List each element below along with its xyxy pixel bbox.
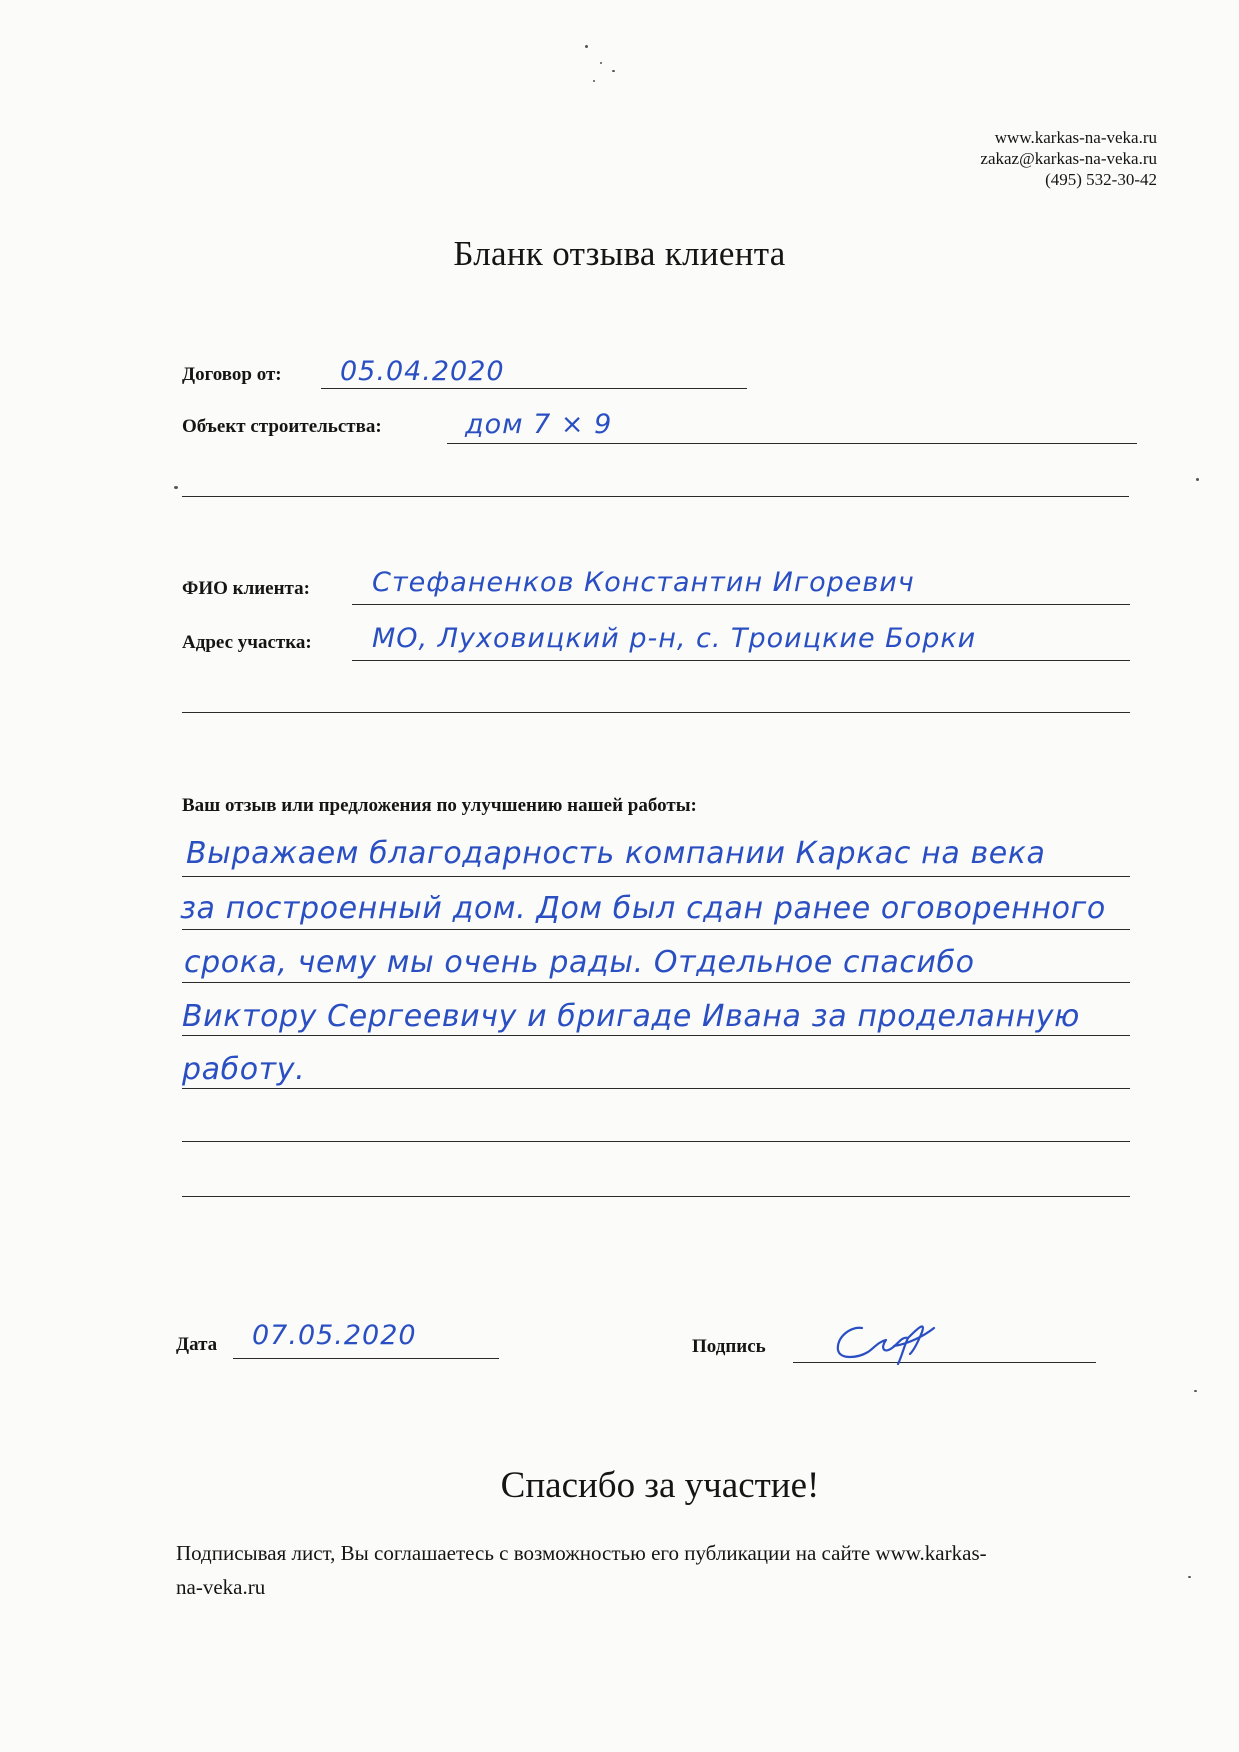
thanks-message: Спасибо за участие! [500, 1465, 820, 1506]
address-extra-line [182, 712, 1130, 713]
publication-note-line: na-veka.ru [176, 1575, 266, 1599]
feedback-text-line[interactable]: Выражаем благодарность компании Каркас на века [186, 836, 1046, 871]
phone-number: (495) 532-30-42 [1045, 170, 1157, 189]
contract-date-line [321, 388, 747, 389]
website-link[interactable]: www.karkas-na-veka.ru [994, 128, 1157, 147]
client-name-field[interactable]: Стефаненков Константин Игоревич [372, 567, 915, 598]
contact-info [980, 127, 1157, 190]
scan-speck [174, 486, 178, 489]
date-label: Дата [176, 1334, 218, 1355]
address-label: Адрес участка: [182, 632, 312, 653]
date-line [233, 1358, 499, 1359]
feedback-text-line[interactable]: работу. [182, 1052, 306, 1087]
scan-speck [1188, 1576, 1191, 1578]
publication-note [176, 1536, 1156, 1604]
object-extra-line [182, 496, 1129, 497]
object-line [447, 443, 1137, 444]
client-line [352, 604, 1130, 605]
feedback-text-line[interactable]: срока, чему мы очень рады. Отдельное спасибо [184, 945, 975, 980]
feedback-line-2 [182, 929, 1130, 930]
signature-label: Подпись [692, 1336, 766, 1357]
contract-date-field[interactable]: 05.04.2020 [340, 356, 505, 387]
feedback-line-5 [182, 1088, 1130, 1089]
feedback-line-1 [182, 876, 1130, 877]
email-link[interactable]: zakaz@karkas-na-veka.ru [980, 149, 1157, 168]
scan-speck [585, 45, 588, 48]
scan-speck [1196, 478, 1199, 481]
feedback-line-3 [182, 982, 1130, 983]
scan-speck [1194, 1390, 1197, 1392]
feedback-label: Ваш отзыв или предложения по улучшению нашей работы: [182, 795, 697, 816]
scan-speck [600, 62, 602, 64]
object-field[interactable]: дом 7 × 9 [465, 409, 613, 440]
contract-label: Договор от: [182, 364, 282, 385]
feedback-text-line[interactable]: Виктору Сергеевичу и бригаде Ивана за проделанную [182, 999, 1080, 1034]
scan-speck [612, 70, 615, 72]
form-title: Бланк отзыва клиента [453, 234, 786, 273]
address-field[interactable]: МО, Луховицкий р-н, с. Троицкие Борки [372, 623, 977, 654]
signature-image [828, 1316, 948, 1368]
date-field[interactable]: 07.05.2020 [252, 1320, 417, 1351]
publication-note-line: Подписывая лист, Вы соглашаетесь с возможностью его публикации на сайте www.karkas- [176, 1541, 987, 1565]
client-label: ФИО клиента: [182, 578, 310, 599]
scan-speck [593, 80, 595, 82]
feedback-line-4 [182, 1035, 1130, 1036]
feedback-line-7 [182, 1196, 1130, 1197]
object-label: Объект строительства: [182, 416, 382, 437]
feedback-line-6 [182, 1141, 1130, 1142]
address-line [352, 660, 1130, 661]
feedback-text-line[interactable]: за построенный дом. Дом был сдан ранее оговоренного [180, 891, 1106, 926]
